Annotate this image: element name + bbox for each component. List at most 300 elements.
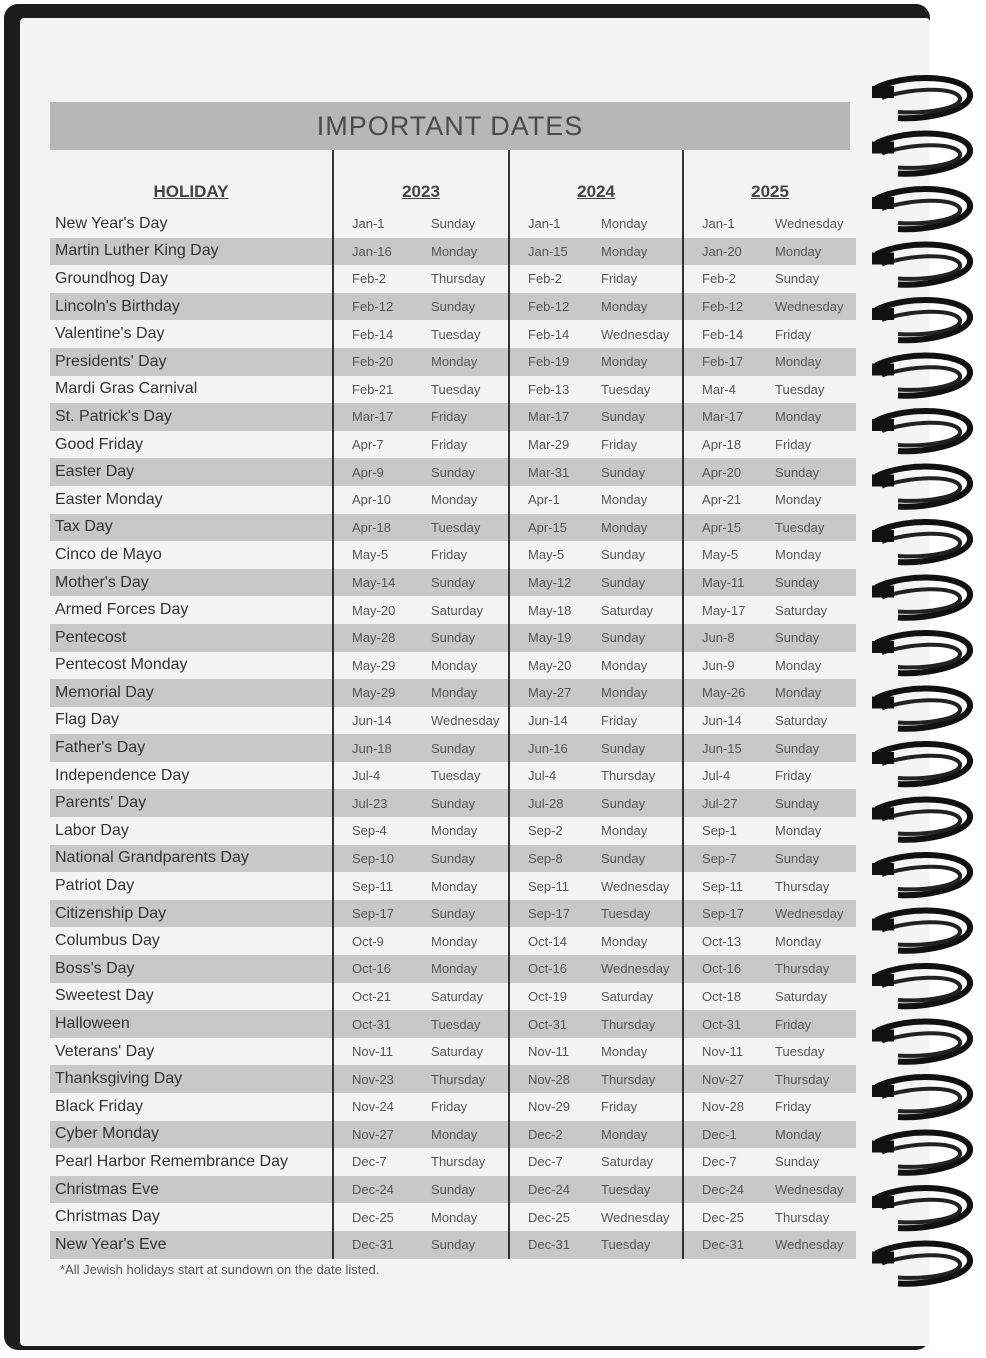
date-2024: Oct-19	[509, 983, 595, 1011]
table-row	[50, 265, 856, 293]
table-row	[50, 514, 856, 542]
weekday-2025: Monday	[775, 933, 822, 949]
table-row	[50, 652, 856, 680]
weekday-2024: Sunday	[595, 403, 683, 431]
date-2024: Dec-24	[509, 1176, 595, 1204]
weekday-2024: Monday	[601, 216, 648, 232]
table-row	[50, 1203, 856, 1231]
spiral-coil	[872, 300, 970, 340]
spiral-coil	[872, 744, 970, 784]
date-2023: Apr-10	[333, 486, 425, 514]
date-2024: Nov-11	[509, 1038, 595, 1066]
date-2024: Sep-8	[509, 845, 595, 873]
date-2023: Dec-25	[333, 1203, 425, 1231]
spiral-binding-icon	[868, 70, 978, 1300]
weekday-2024: Wednesday	[601, 878, 670, 894]
date-2024: May-19	[509, 624, 595, 652]
weekday-2025: Tuesday	[775, 1044, 825, 1060]
spiral-coil	[872, 966, 970, 1006]
date-2025: Jun-9	[683, 652, 769, 680]
date-2025: Mar-17	[683, 403, 769, 431]
weekday-2023: Friday	[431, 547, 468, 563]
date-2023: May-29	[333, 679, 425, 707]
spiral-coil	[872, 189, 970, 229]
weekday-2023: Tuesday	[431, 326, 481, 342]
date-2025: Jun-8	[683, 624, 769, 652]
holiday-column-header: HOLIDAY	[153, 182, 229, 201]
weekday-2023: Sunday	[425, 734, 509, 762]
date-2025: Nov-11	[683, 1038, 769, 1066]
weekday-2025: Monday	[769, 238, 856, 266]
holiday-name: St. Patrick's Day	[50, 403, 333, 431]
spiral-coil	[872, 1021, 970, 1061]
holiday-name: Presidents' Day	[50, 348, 333, 376]
weekday-2024: Wednesday	[601, 326, 670, 342]
date-2025: Dec-31	[683, 1231, 769, 1259]
table-row	[50, 348, 856, 376]
date-2023: Nov-24	[333, 1093, 425, 1121]
table-row	[50, 1148, 856, 1176]
date-2024: Oct-16	[509, 955, 595, 983]
table-row	[50, 1231, 856, 1259]
weekday-2024: Friday	[601, 1099, 638, 1115]
holiday-name: Groundhog Day	[55, 269, 168, 287]
weekday-2024: Thursday	[595, 1010, 683, 1038]
date-2024: Jun-14	[509, 707, 595, 735]
weekday-2024: Monday	[595, 514, 683, 542]
holiday-name: Cinco de Mayo	[55, 545, 162, 563]
date-2023: Apr-7	[333, 431, 425, 459]
spiral-coil	[872, 355, 970, 395]
date-2025: Jan-20	[683, 238, 769, 266]
holiday-name: Pentecost	[50, 624, 333, 652]
weekday-2024: Monday	[601, 657, 648, 673]
year-column-header: 2024	[509, 150, 683, 210]
date-2024: May-5	[509, 541, 595, 569]
date-2023: Jun-14	[333, 707, 425, 735]
weekday-2023: Saturday	[431, 1044, 484, 1060]
holiday-name: Father's Day	[50, 734, 333, 762]
holiday-name: Patriot Day	[55, 877, 135, 895]
weekday-2023: Monday	[431, 657, 478, 673]
date-2023: Feb-21	[333, 376, 425, 404]
holiday-name: Pentecost Monday	[55, 656, 188, 674]
weekday-2023: Monday	[431, 878, 478, 894]
table-row	[50, 955, 856, 983]
holiday-name: Christmas Day	[55, 1208, 160, 1226]
date-2025: Jun-15	[683, 734, 769, 762]
weekday-2024: Sunday	[595, 734, 683, 762]
weekday-2023: Monday	[425, 1121, 509, 1149]
date-2024: Oct-14	[509, 927, 595, 955]
weekday-2025: Friday	[775, 1099, 812, 1115]
weekday-2025: Monday	[769, 1121, 856, 1149]
weekday-2024: Saturday	[601, 602, 654, 618]
weekday-2025: Monday	[775, 547, 822, 563]
date-2025: Feb-12	[683, 293, 769, 321]
date-2023: Jan-1	[333, 210, 425, 238]
weekday-2024: Thursday	[601, 768, 656, 784]
spiral-coil	[872, 910, 970, 950]
date-2023: Feb-14	[333, 320, 425, 348]
date-2023: Nov-11	[333, 1038, 425, 1066]
date-2025: Apr-18	[683, 431, 769, 459]
weekday-2024: Friday	[601, 712, 638, 728]
date-2023: Feb-12	[333, 293, 425, 321]
date-2024: Jan-1	[509, 210, 595, 238]
date-2024: Jul-28	[509, 789, 595, 817]
weekday-2023: Sunday	[431, 216, 476, 232]
weekday-2024: Monday	[595, 238, 683, 266]
weekday-2024: Monday	[595, 348, 683, 376]
date-2025: May-17	[683, 596, 769, 624]
spiral-coil	[872, 688, 970, 728]
weekday-2023: Monday	[425, 348, 509, 376]
weekday-2024: Sunday	[595, 845, 683, 873]
holiday-name: Good Friday	[55, 435, 144, 453]
holiday-name: Columbus Day	[55, 932, 160, 950]
spiral-coil	[872, 1132, 970, 1172]
date-2023: May-14	[333, 569, 425, 597]
table-row	[50, 458, 856, 486]
date-2025: Apr-20	[683, 458, 769, 486]
date-2025: Jul-27	[683, 789, 769, 817]
holiday-name: Pearl Harbor Remembrance Day	[55, 1152, 288, 1170]
date-2024: Mar-31	[509, 458, 595, 486]
weekday-2025: Sunday	[769, 789, 856, 817]
date-2024: Feb-13	[509, 376, 595, 404]
weekday-2024: Friday	[601, 437, 638, 453]
date-2023: Sep-10	[333, 845, 425, 873]
page-title: IMPORTANT DATES	[316, 110, 584, 141]
weekday-2025: Monday	[775, 657, 822, 673]
date-2024: Feb-19	[509, 348, 595, 376]
table-row	[50, 817, 856, 845]
date-2025: Feb-14	[683, 320, 769, 348]
date-2024: Sep-17	[509, 900, 595, 928]
holiday-name: New Year's Eve	[50, 1231, 333, 1259]
date-2024: Feb-12	[509, 293, 595, 321]
date-2025: Feb-2	[683, 265, 769, 293]
spiral-coil	[872, 1243, 970, 1283]
weekday-2023: Tuesday	[431, 381, 481, 397]
table-row	[50, 376, 856, 404]
weekday-2024: Sunday	[595, 789, 683, 817]
date-2024: Oct-31	[509, 1010, 595, 1038]
weekday-2025: Saturday	[775, 988, 828, 1004]
table-row	[50, 624, 856, 652]
table-row	[50, 210, 856, 238]
date-2023: May-29	[333, 652, 425, 680]
date-2024: Feb-2	[509, 265, 595, 293]
spiral-coil	[872, 1188, 970, 1228]
table-row	[50, 707, 856, 735]
weekday-2023: Monday	[431, 933, 478, 949]
weekday-2023: Sunday	[425, 900, 509, 928]
title-banner	[50, 102, 850, 150]
weekday-2023: Sunday	[425, 1176, 509, 1204]
table-row	[50, 1038, 856, 1066]
weekday-2023: Monday	[425, 238, 509, 266]
weekday-2023: Tuesday	[425, 514, 509, 542]
date-2024: Mar-17	[509, 403, 595, 431]
weekday-2023: Saturday	[431, 602, 484, 618]
weekday-2024: Monday	[595, 293, 683, 321]
weekday-2025: Sunday	[769, 734, 856, 762]
spiral-coil	[872, 633, 970, 673]
spiral-coil	[872, 1077, 970, 1117]
weekday-2025: Friday	[769, 1010, 856, 1038]
date-2023: Dec-7	[333, 1148, 425, 1176]
date-2024: Mar-29	[509, 431, 595, 459]
weekday-2023: Saturday	[431, 988, 484, 1004]
weekday-2025: Monday	[769, 348, 856, 376]
date-2023: Oct-21	[333, 983, 425, 1011]
spiral-coil	[872, 799, 970, 839]
date-2024: Jan-15	[509, 238, 595, 266]
weekday-2024: Monday	[601, 823, 648, 839]
weekday-2025: Sunday	[775, 1154, 820, 1170]
weekday-2025: Monday	[775, 492, 822, 508]
table-row	[50, 238, 856, 266]
table-row	[50, 679, 856, 707]
spiral-coil	[872, 577, 970, 617]
weekday-2023: Friday	[425, 403, 509, 431]
holiday-name: Labor Day	[55, 821, 129, 839]
date-2025: Apr-21	[683, 486, 769, 514]
holiday-name: Black Friday	[55, 1097, 144, 1115]
table-row	[50, 845, 856, 873]
weekday-2024: Monday	[601, 492, 648, 508]
holiday-name: Memorial Day	[50, 679, 333, 707]
date-2024: May-18	[509, 596, 595, 624]
weekday-2025: Sunday	[769, 624, 856, 652]
weekday-2025: Wednesday	[769, 900, 856, 928]
holiday-name: Parents' Day	[50, 789, 333, 817]
spiral-coil	[872, 466, 970, 506]
date-2024: May-20	[509, 652, 595, 680]
weekday-2023: Sunday	[425, 624, 509, 652]
weekday-2025: Wednesday	[769, 1176, 856, 1204]
weekday-2025: Thursday	[769, 1065, 856, 1093]
spiral-coil	[872, 78, 970, 118]
weekday-2025: Monday	[769, 679, 856, 707]
holiday-name: Christmas Eve	[50, 1176, 333, 1204]
weekday-2025: Monday	[769, 403, 856, 431]
date-2023: Feb-2	[333, 265, 425, 293]
weekday-2024: Thursday	[595, 1065, 683, 1093]
weekday-2023: Monday	[431, 1209, 478, 1225]
date-2024: May-12	[509, 569, 595, 597]
date-2025: Feb-17	[683, 348, 769, 376]
date-2023: Mar-17	[333, 403, 425, 431]
spiral-coil	[872, 855, 970, 895]
holiday-name: Valentine's Day	[55, 325, 165, 343]
weekday-2025: Monday	[775, 823, 822, 839]
date-2025: Jul-4	[683, 762, 769, 790]
holiday-name: Sweetest Day	[55, 987, 154, 1005]
holiday-name: Halloween	[50, 1010, 333, 1038]
weekday-2025: Tuesday	[775, 381, 825, 397]
holiday-name: Boss's Day	[50, 955, 333, 983]
date-2023: Feb-20	[333, 348, 425, 376]
date-2024: Dec-2	[509, 1121, 595, 1149]
weekday-2023: Sunday	[425, 1231, 509, 1259]
holiday-name: Lincoln's Birthday	[50, 293, 333, 321]
weekday-2024: Sunday	[595, 624, 683, 652]
date-2024: Apr-15	[509, 514, 595, 542]
date-2025: Dec-7	[683, 1148, 769, 1176]
date-2023: Oct-16	[333, 955, 425, 983]
date-2025: Jan-1	[683, 210, 769, 238]
weekday-2024: Wednesday	[601, 1209, 670, 1225]
weekday-2024: Sunday	[595, 458, 683, 486]
date-2025: Nov-28	[683, 1093, 769, 1121]
year-column-header: 2025	[683, 150, 856, 210]
date-2025: May-26	[683, 679, 769, 707]
date-2023: Apr-9	[333, 458, 425, 486]
date-2024: Nov-29	[509, 1093, 595, 1121]
date-2025: Oct-18	[683, 983, 769, 1011]
weekday-2023: Monday	[431, 492, 478, 508]
weekday-2024: Monday	[601, 1044, 648, 1060]
weekday-2023: Friday	[431, 1099, 468, 1115]
weekday-2023: Thursday	[425, 1065, 509, 1093]
holiday-name: National Grandparents Day	[50, 845, 333, 873]
date-2023: Jul-23	[333, 789, 425, 817]
date-2023: Jan-16	[333, 238, 425, 266]
table-row	[50, 1093, 856, 1121]
weekday-2025: Sunday	[769, 458, 856, 486]
weekday-2023: Thursday	[431, 271, 486, 287]
weekday-2024: Saturday	[601, 988, 654, 1004]
holiday-name: Thanksgiving Day	[50, 1065, 333, 1093]
table-row	[50, 1176, 856, 1204]
weekday-2025: Tuesday	[769, 514, 856, 542]
holiday-name: Easter Day	[50, 458, 333, 486]
date-2023: May-28	[333, 624, 425, 652]
weekday-2024: Sunday	[601, 547, 646, 563]
weekday-2024: Sunday	[595, 569, 683, 597]
date-2025: Dec-25	[683, 1203, 769, 1231]
weekday-2023: Sunday	[425, 458, 509, 486]
weekday-2023: Sunday	[425, 569, 509, 597]
weekday-2025: Thursday	[775, 1209, 830, 1225]
date-2023: May-20	[333, 596, 425, 624]
date-2025: Oct-31	[683, 1010, 769, 1038]
table-row	[50, 431, 856, 459]
weekday-2025: Saturday	[775, 712, 828, 728]
date-2025: Dec-24	[683, 1176, 769, 1204]
weekday-2023: Monday	[425, 679, 509, 707]
date-2025: Apr-15	[683, 514, 769, 542]
weekday-2025: Thursday	[775, 878, 830, 894]
weekday-2024: Tuesday	[595, 1176, 683, 1204]
date-2023: Nov-23	[333, 1065, 425, 1093]
holiday-name: Veterans' Day	[55, 1042, 155, 1060]
weekday-2023: Friday	[431, 437, 468, 453]
table-row	[50, 734, 856, 762]
date-2023: Dec-31	[333, 1231, 425, 1259]
date-2023: Jul-4	[333, 762, 425, 790]
weekday-2023: Tuesday	[425, 1010, 509, 1038]
weekday-2023: Tuesday	[431, 768, 481, 784]
date-2024: May-27	[509, 679, 595, 707]
weekday-2023: Sunday	[425, 845, 509, 873]
weekday-2025: Friday	[775, 437, 812, 453]
weekday-2025: Saturday	[775, 602, 828, 618]
table-row	[50, 1010, 856, 1038]
table-row	[50, 927, 856, 955]
table-row	[50, 486, 856, 514]
date-2025: Sep-11	[683, 872, 769, 900]
holiday-name: Flag Day	[55, 711, 120, 729]
table-row	[50, 596, 856, 624]
weekday-2025: Friday	[775, 326, 812, 342]
weekday-2025: Wednesday	[775, 216, 844, 232]
holiday-name: Martin Luther King Day	[50, 238, 333, 266]
weekday-2023: Thursday	[431, 1154, 486, 1170]
weekday-2025: Friday	[775, 768, 812, 784]
date-2025: Jun-14	[683, 707, 769, 735]
holiday-name: Citizenship Day	[50, 900, 333, 928]
date-2024: Dec-7	[509, 1148, 595, 1176]
footnote: *All Jewish holidays start at sundown on the date listed.	[60, 1262, 380, 1277]
weekday-2023: Sunday	[425, 293, 509, 321]
table-row	[50, 900, 856, 928]
weekday-2024: Wednesday	[595, 955, 683, 983]
table-row	[50, 541, 856, 569]
weekday-2023: Sunday	[425, 789, 509, 817]
holiday-name: Armed Forces Day	[55, 601, 189, 619]
table-row	[50, 983, 856, 1011]
date-2023: Sep-11	[333, 872, 425, 900]
spiral-coil	[872, 522, 970, 562]
date-2023: Sep-17	[333, 900, 425, 928]
date-2025: May-11	[683, 569, 769, 597]
weekday-2025: Sunday	[769, 569, 856, 597]
date-2025: Dec-1	[683, 1121, 769, 1149]
date-2025: Sep-1	[683, 817, 769, 845]
weekday-2025: Wednesday	[769, 1231, 856, 1259]
date-2025: Nov-27	[683, 1065, 769, 1093]
weekday-2024: Tuesday	[601, 381, 651, 397]
table-row	[50, 762, 856, 790]
date-2023: Apr-18	[333, 514, 425, 542]
date-2024: Nov-28	[509, 1065, 595, 1093]
date-2024: Jun-16	[509, 734, 595, 762]
date-2023: Jun-18	[333, 734, 425, 762]
weekday-2023: Monday	[431, 823, 478, 839]
spiral-coil	[872, 244, 970, 284]
date-2024: Feb-14	[509, 320, 595, 348]
table-row	[50, 293, 856, 321]
weekday-2025: Sunday	[769, 845, 856, 873]
weekday-2023: Wednesday	[431, 712, 500, 728]
date-2024: Apr-1	[509, 486, 595, 514]
date-2025: Sep-17	[683, 900, 769, 928]
table-row	[50, 1121, 856, 1149]
holiday-name: Mardi Gras Carnival	[55, 380, 198, 398]
weekday-2024: Monday	[595, 679, 683, 707]
important-dates-table	[50, 150, 856, 1259]
date-2023: Oct-9	[333, 927, 425, 955]
date-2023: Nov-27	[333, 1121, 425, 1149]
table-row	[50, 320, 856, 348]
date-2023: Sep-4	[333, 817, 425, 845]
date-2024: Sep-2	[509, 817, 595, 845]
spiral-coil	[872, 133, 970, 173]
